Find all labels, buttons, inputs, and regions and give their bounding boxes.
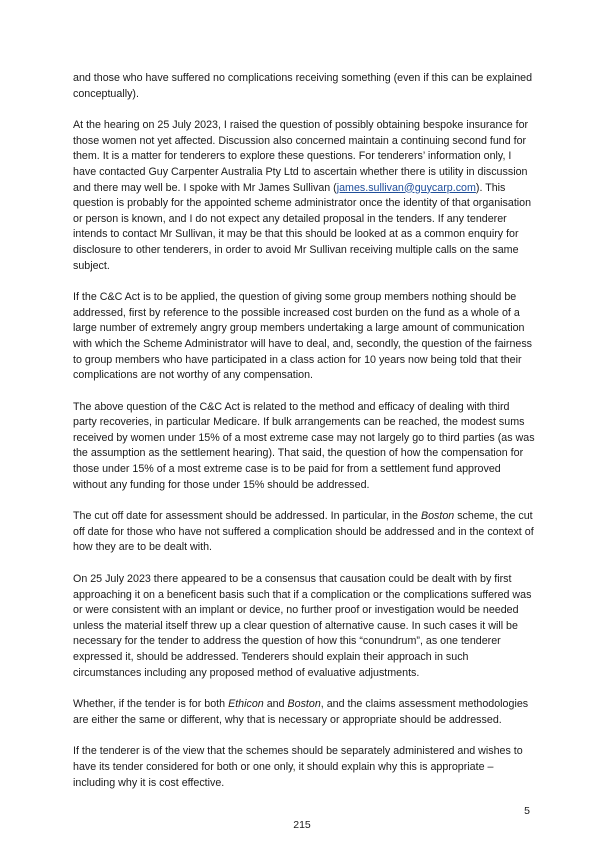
paragraph-bespoke-insurance [73, 118, 535, 274]
paragraph-text: If the C&C Act is to be applied, the question of giving some group members nothing should be addressed, first by reference to the possible increased cost burden on the fund as a whole of a large number of extremely angry group members undertaking a large amount of communication with which the Scheme Administrator will have to deal, and, secondly, the question of the fairness to group members who have participated in a class action for 10 years now being told that their complications are not worthy of any compensation. [73, 291, 533, 382]
email-link[interactable]: james.sullivan@guycarp.com [336, 181, 476, 194]
scheme-name-italic: Ethicon [228, 698, 264, 711]
paragraph-both-schemes [73, 697, 535, 728]
paragraph-third-party-recoveries [73, 400, 535, 494]
paragraph-text-after: , and the claims assessment methodologies are either the same or different, why that is necessary or appropriate should be addressed. [73, 698, 529, 726]
page-number: 5 [524, 805, 530, 817]
paragraph-cc-act [73, 290, 535, 384]
scheme-name-italic: Boston [287, 698, 321, 711]
paragraph-text-after-link: ). This question is probably for the appointed scheme administrator once the identity of that organisation or person is known, and I do not expect any detailed proposal in the tenders. If any tenderer intends to contact Mr Sullivan, it may be that this should be looked at as a common enquiry for disclosure to other tenderers, in order to avoid Mr Sullivan receiving multiple calls on the same subject. [73, 181, 532, 272]
paragraph-text-before-link: At the hearing on 25 July 2023, I raised the question of possibly obtaining bespoke insurance for those women not yet affected. Discussion also concerned maintain a continuing second fund for them. It is a matter for tenderers to explore these questions. For tenderers’ information only, I have contacted Guy Carpenter Australia Pty Ltd to ascertain whether there is utility in discussion and there may well be. I spoke with Mr James Sullivan ( [73, 119, 529, 194]
paragraph-causation [73, 572, 535, 681]
paragraph-cut-off-date [73, 509, 535, 556]
paragraph-text-before: The cut off date for assessment should be addressed. In particular, in the [73, 510, 421, 523]
footer-page-number: 215 [293, 819, 311, 831]
document-body [73, 71, 535, 807]
paragraph-text-middle: and [263, 698, 288, 711]
paragraph-text: The above question of the C&C Act is related to the method and efficacy of dealing with third party recoveries, in particular Medicare. If bulk arrangements can be reached, the modest sums received by women under 15% of a most extreme case may not largely go to third parties (as was the assumption as the settlement hearing). That said, the question of how the compensation for those under 15% of a most extreme case is to be paid for from a settlement fund approved without any funding for those under 15% should be addressed. [73, 400, 535, 491]
scheme-name-italic: Boston [420, 510, 455, 523]
paragraph-text: and those who have suffered no complications receiving something (even if this can be explained conceptually). [73, 72, 533, 100]
paragraph-text-before: Whether, if the tender is for both [73, 698, 229, 711]
paragraph-text: If the tenderer is of the view that the schemes should be separately administered and wishes to have its tender considered for both or one only, it should explain why this is appropriate – including why it is cost effective. [73, 745, 523, 789]
paragraph-separate-administration [73, 744, 535, 791]
paragraph-complications [73, 71, 535, 102]
paragraph-text: On 25 July 2023 there appeared to be a consensus that causation could be dealt with by first approaching it on a beneficent basis such that if a complication or the complications suffered was or were consistent with an implant or device, no further proof or investigation would be needed unless the material itself threw up a clear question of alternative cause. In such cases it will be necessary for the tender to address the question of how this “conundrum”, as one tenderer expressed it, should be addressed. Tenderers should explain their approach in such circumstances including any proposed method of evaluative adjustments. [73, 573, 532, 679]
paragraph-text-after: scheme, the cut off date for those who have not suffered a complication should be addressed and in the context of how they are to be dealt with. [73, 510, 534, 554]
